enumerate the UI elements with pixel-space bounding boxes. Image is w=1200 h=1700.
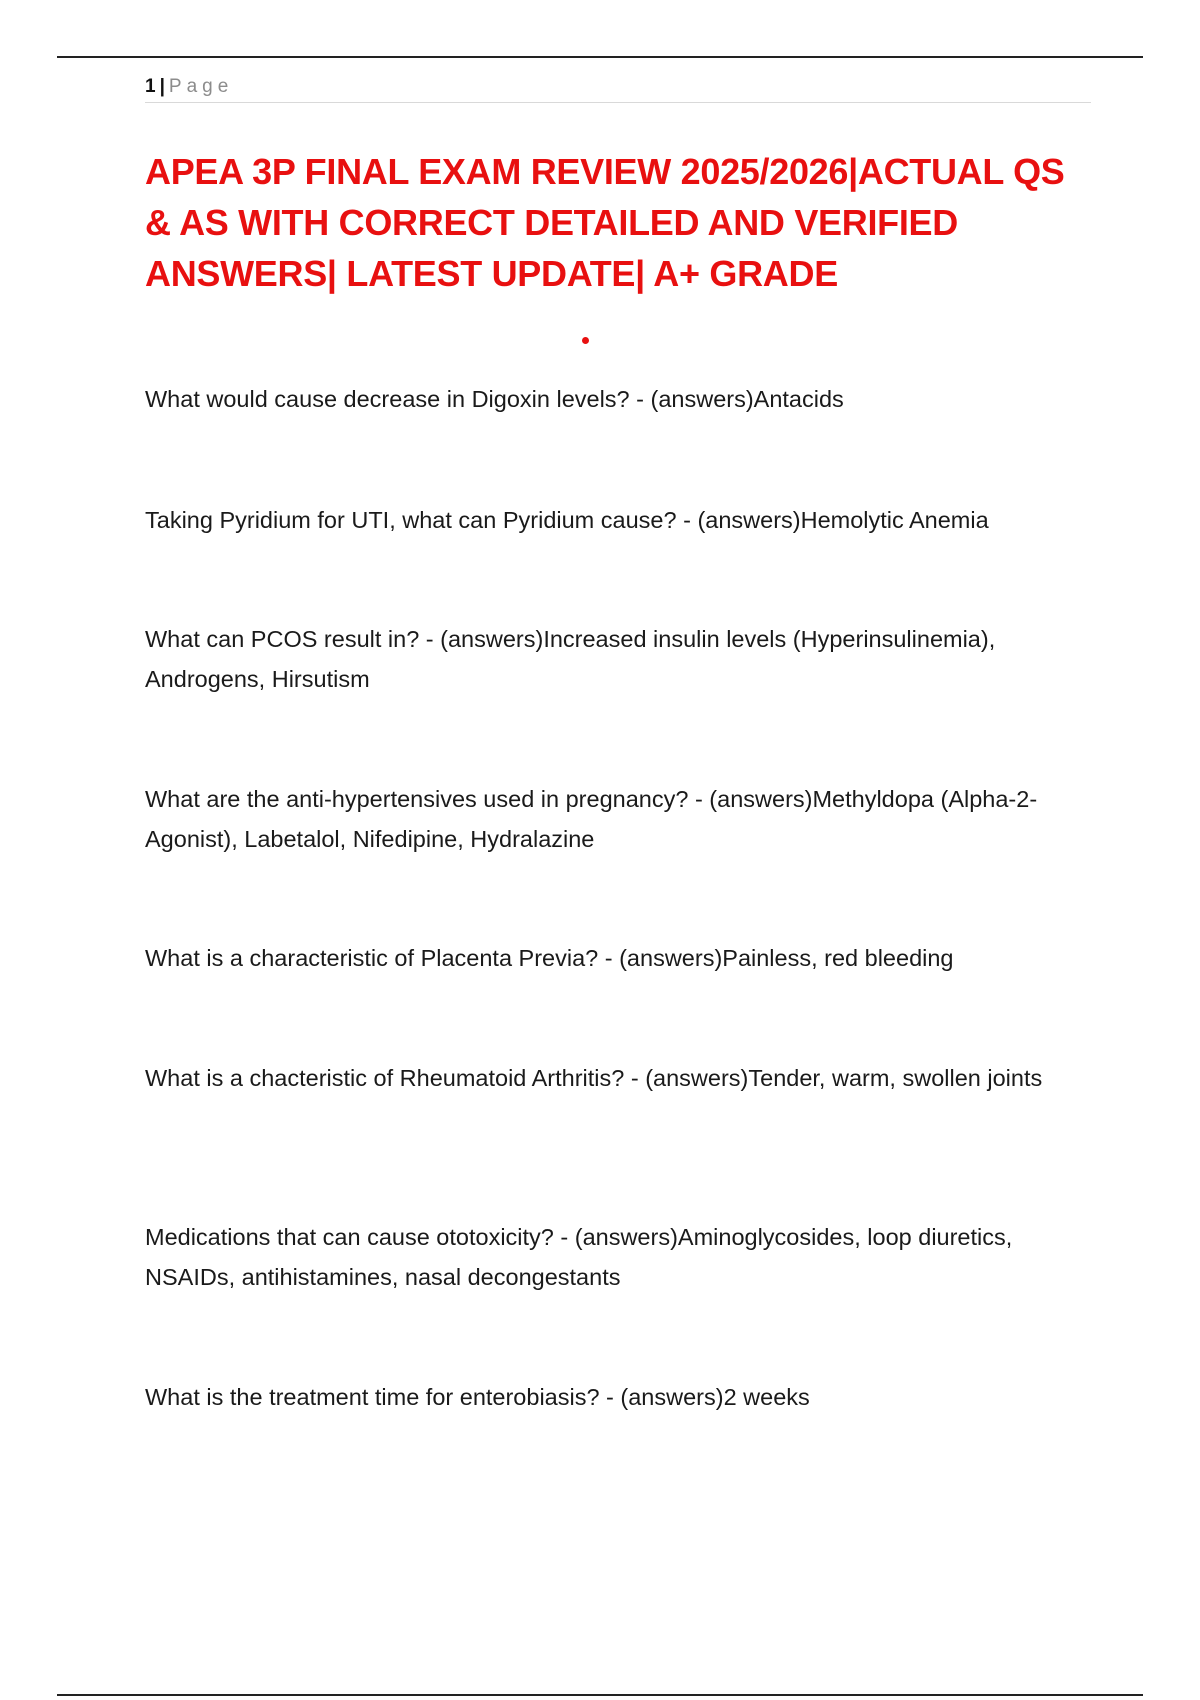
footer-rule [57, 1694, 1143, 1696]
qa-item-2: Taking Pyridium for UTI, what can Pyridium cause? - (answers)Hemolytic Anemia [145, 507, 989, 533]
document-title: APEA 3P FINAL EXAM REVIEW 2025/2026|ACTUAL QS & AS WITH CORRECT DETAILED AND VERIFIED ANSWERS| LATEST UPDATE| A+ GRADE [145, 151, 1065, 294]
bullet-dot [582, 337, 589, 344]
qa-item-1: What would cause decrease in Digoxin levels? - (answers)Antacids [145, 386, 844, 412]
qa-item-6: What is a chacteristic of Rheumatoid Arthritis? - (answers)Tender, warm, swollen joints [145, 1065, 1043, 1091]
page-header [145, 74, 1091, 103]
qa-item-5: What is a characteristic of Placenta Previa? - (answers)Painless, red bleeding [145, 945, 954, 971]
page-separator: | [159, 76, 165, 97]
qa-item-7: Medications that can cause ototoxicity? - (answers)Aminoglycosides, loop diuretics, NSAIDs, antihistamines, nasal decongestants [145, 1224, 1013, 1290]
page-number: 1 [145, 76, 156, 97]
page-label: Page [168, 76, 234, 97]
qa-item-8: What is the treatment time for enterobiasis? - (answers)2 weeks [145, 1384, 810, 1410]
qa-item-3: What can PCOS result in? - (answers)Increased insulin levels (Hyperinsulinemia), Androgens, Hirsutism [145, 626, 996, 692]
qa-item-4: What are the anti-hypertensives used in pregnancy? - (answers)Methyldopa (Alpha-2-Agonist), Labetalol, Nifedipine, Hydralazine [145, 786, 1038, 852]
header-rule [57, 56, 1143, 58]
